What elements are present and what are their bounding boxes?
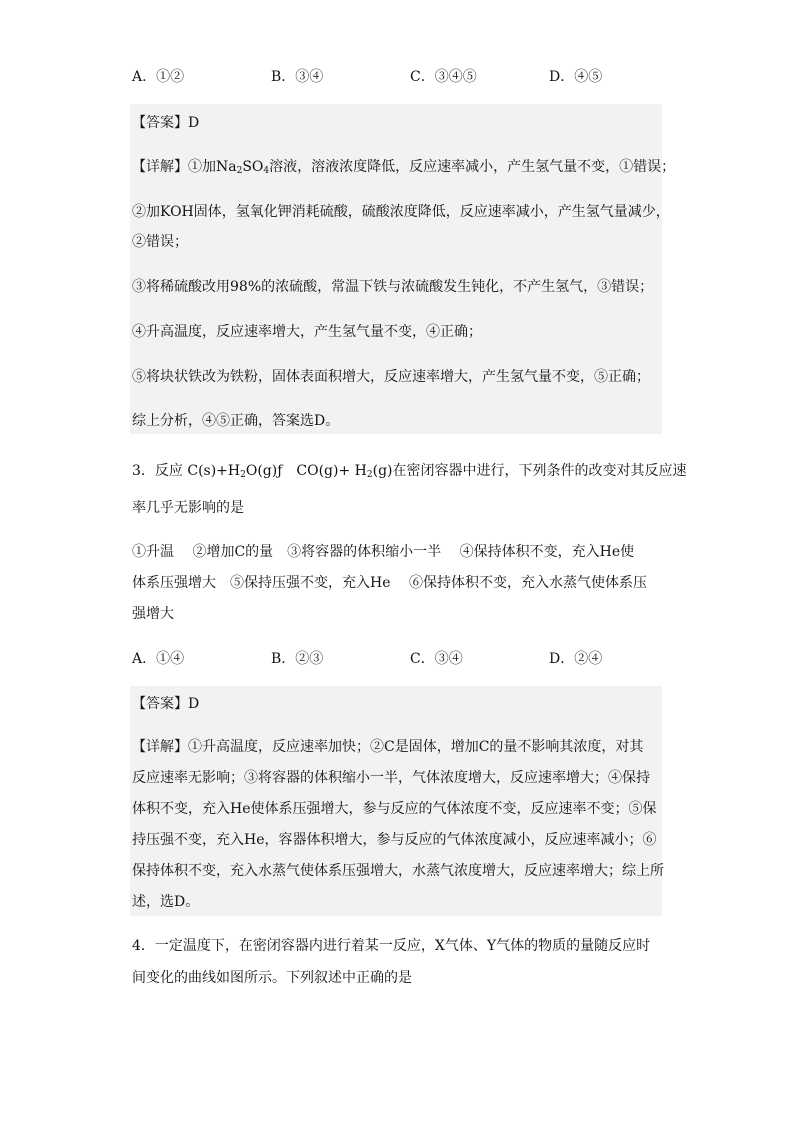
q2-detail-line-7: 综上分析，④⑤正确，答案选D。 (132, 413, 340, 429)
q3-options (132, 648, 662, 670)
q4-stem-line-2: 间变化的曲线如图所示。下列叙述中正确的是 (132, 970, 412, 986)
q3-conditions-line-1: ①升温 ②增加C的量 ③将容器的体积缩小一半 ④保持体积不变，充入He使 (132, 544, 635, 560)
q3-option-c: C．③④ (410, 651, 463, 667)
q2-option-a: A．①② (132, 69, 185, 85)
q3-stem-line-1: 3．反应 $C(s)+H_2O(g)ƒ$ $CO(g)+ H_2(g)$在密闭容器中进行，下列条件的改变对其反应速 (132, 463, 687, 480)
q3-option-b: B．②③ (271, 651, 324, 667)
q3-detail-line-4: 持压强不变，充入He，容器体积增大，参与反应的气体浓度减小，反应速率减小；⑥ (132, 832, 657, 848)
q2-detail-line-6: ⑤将块状铁改为铁粉，固体表面积增大，反应速率增大，产生氢气量不变，⑤正确； (132, 369, 650, 385)
q3-explanation-box (130, 686, 662, 916)
q3-conditions-line-2: 体系压强增大 ⑤保持压强不变，充入He ⑥保持体积不变，充入水蒸气使体系压 (132, 575, 647, 591)
q2-option-c: C．③④⑤ (410, 69, 477, 85)
q3-detail-line-1: 【详解】①升高温度，反应速率加快；②C是固体，增加C的量不影响其浓度，对其 (132, 739, 644, 755)
q3-option-d: D．②④ (549, 651, 603, 667)
q3-detail-line-5: 保持体积不变，充入水蒸气使体系压强增大，水蒸气浓度增大，反应速率增大；综上所 (132, 863, 664, 879)
q2-explanation-box (130, 104, 676, 434)
q3-detail-line-6: 述，选D。 (132, 894, 200, 910)
q3-detail-line-3: 体积不变，充入He使体系压强增大，参与反应的气体浓度不变，反应速率不变；⑤保 (132, 801, 657, 817)
q2-detail-line-1: 【详解】①加$Na_2SO_4$溶液，溶液浓度降低，反应速率减小，产生氢气量不变，①错误； (132, 159, 676, 176)
q2-option-d: D．④⑤ (549, 69, 603, 85)
q3-answer: 【答案】D (132, 696, 200, 712)
q3-stem-line-2: 率几乎无影响的是 (132, 500, 244, 516)
q2-detail-line-3: ②错误； (132, 234, 188, 250)
q2-detail-line-4: ③将稀硫酸改用98%的浓硫酸，常温下铁与浓硫酸发生钝化，不产生氢气，③错误； (132, 279, 654, 295)
q2-option-b: B．③④ (271, 69, 324, 85)
q4-stem-line-1: 4．一定温度下，在密闭容器内进行着某一反应，X气体、Y气体的物质的量随反应时 (132, 938, 651, 954)
q2-detail-line-5: ④升高温度，反应速率增大，产生氢气量不变，④正确； (132, 324, 482, 340)
q2-answer: 【答案】D (132, 115, 200, 131)
q2-options (132, 66, 662, 88)
q2-detail-line-2: ②加KOH固体，氢氧化钾消耗硫酸，硫酸浓度降低，反应速率减小，产生氢气量减少， (132, 204, 670, 220)
q3-conditions-line-3: 强增大 (132, 606, 174, 622)
q3-option-a: A．①④ (132, 651, 185, 667)
q3-detail-line-2: 反应速率无影响；③将容器的体积缩小一半，气体浓度增大，反应速率增大；④保持 (132, 770, 650, 786)
